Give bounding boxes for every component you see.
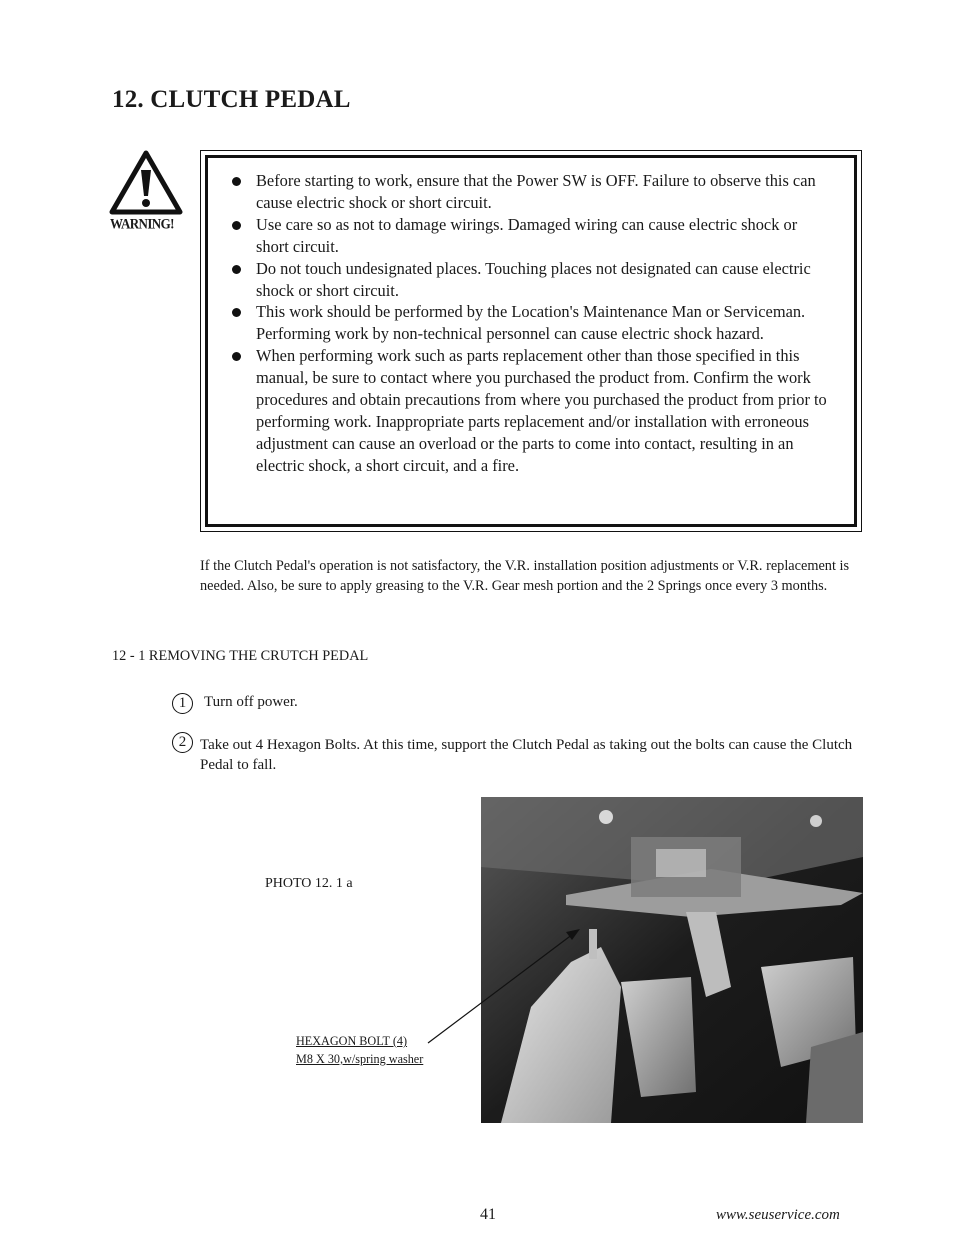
callout-label: HEXAGON BOLT (4) xyxy=(296,1034,408,1048)
page-number: 41 xyxy=(480,1206,496,1223)
bullet-icon xyxy=(232,308,241,317)
warning-item: When performing work such as parts replacement other than those specified in this manual, be sure to contact where you purchased the product from. Confirm the work procedures and obtain precautions from where you purchased the product from prior to performing work. Inappropriate parts replacement and/or installation with erroneous adjustment can cause an overload or the parts to come into contact, resulting in an electric shock, a short circuit, and a fire. xyxy=(232,345,834,476)
step-text: Turn off power. xyxy=(204,694,298,710)
footer-url[interactable]: www.seuservice.com xyxy=(716,1207,840,1223)
photo-caption: PHOTO 12. 1 a xyxy=(265,876,353,891)
warning-box-inner xyxy=(205,155,857,527)
page-title: 12. CLUTCH PEDAL xyxy=(112,86,351,113)
bullet-icon xyxy=(232,177,241,186)
section-heading: 12 - 1 REMOVING THE CRUTCH PEDAL xyxy=(112,648,369,664)
step-number-circle: 2 xyxy=(172,732,193,753)
pedal-photo xyxy=(481,797,863,1123)
intro-paragraph: If the Clutch Pedal's operation is not satisfactory, the V.R. installation position adjustments or V.R. replacement is needed. Also, be sure to apply greasing to the V.R. Gear mesh portion and the 2 Springs once every 3 months. xyxy=(200,558,850,594)
warning-item: This work should be performed by the Location's Maintenance Man or Serviceman. Performing work by non-technical personnel can cause electric shock hazard. xyxy=(232,301,834,345)
warning-item: Before starting to work, ensure that the Power SW is OFF. Failure to observe this can cause electric shock or short circuit. xyxy=(232,170,834,214)
step-number-circle: 1 xyxy=(172,693,193,714)
bullet-icon xyxy=(232,265,241,274)
bullet-icon xyxy=(232,352,241,361)
warning-item: Use care so as not to damage wirings. Damaged wiring can cause electric shock or short circuit. xyxy=(232,214,834,258)
step-text: Take out 4 Hexagon Bolts. At this time, support the Clutch Pedal as taking out the bolts can cause the Clutch Pedal to fall. xyxy=(200,737,853,773)
warning-box xyxy=(200,150,862,532)
callout-spec: M8 X 30,w/spring washer xyxy=(296,1052,424,1066)
bullet-icon xyxy=(232,221,241,230)
warning-label: WARNING! xyxy=(110,215,174,232)
warning-item: Do not touch undesignated places. Touching places not designated can cause electric shock or short circuit. xyxy=(232,258,834,302)
warning-list xyxy=(232,170,834,477)
